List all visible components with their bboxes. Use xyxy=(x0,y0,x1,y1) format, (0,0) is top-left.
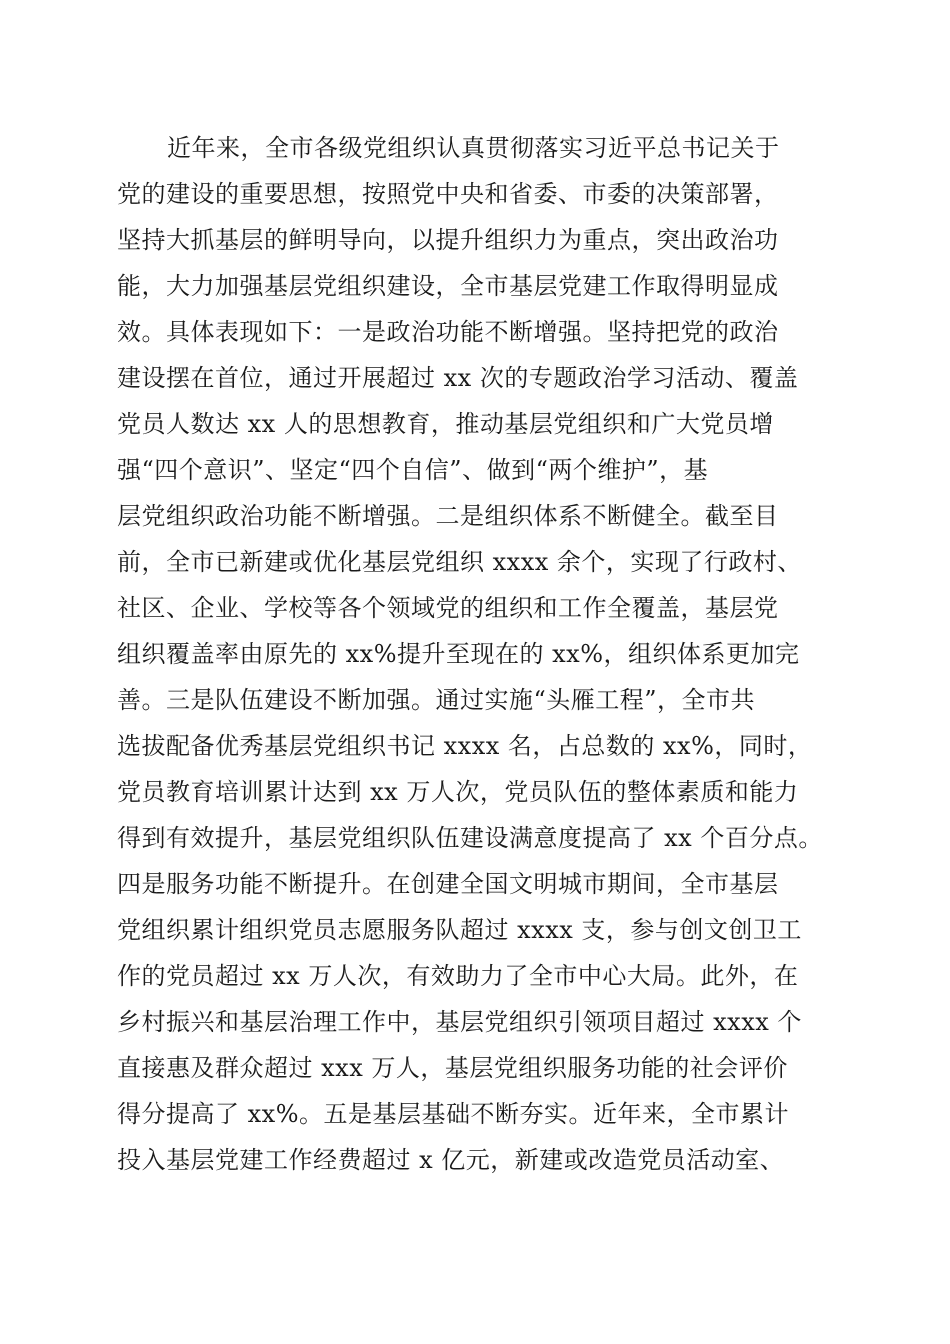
paragraph-line: 党员教育培训累计达到 xx 万人次，党员队伍的整体素质和能力 xyxy=(117,778,799,806)
paragraph-line: 作的党员超过 xx 万人次，有效助力了全市中心大局。此外，在 xyxy=(117,962,799,990)
paragraph-line: 得分提高了 xx%。五是基层基础不断夯实。近年来，全市累计 xyxy=(117,1100,790,1128)
paragraph-line: 效。具体表现如下：一是政治功能不断增强。坚持把党的政治 xyxy=(117,318,779,346)
paragraph-line: 层党组织政治功能不断增强。二是组织体系不断健全。截至目 xyxy=(117,502,779,530)
paragraph-line: 投入基层党建工作经费超过 x 亿元，新建或改造党员活动室、 xyxy=(117,1146,785,1174)
paragraph-line: 坚持大抓基层的鲜明导向，以提升组织力为重点，突出政治功 xyxy=(117,226,779,254)
paragraph-line: 强“四个意识”、坚定“四个自信”、做到“两个维护”，基 xyxy=(117,456,709,484)
paragraph-line: 直接惠及群众超过 xxx 万人，基层党组织服务功能的社会评价 xyxy=(117,1054,788,1082)
paragraph-line: 党员人数达 xx 人的思想教育，推动基层党组织和广大党员增 xyxy=(117,410,774,438)
paragraph-line: 党的建设的重要思想，按照党中央和省委、市委的决策部署， xyxy=(117,180,779,208)
paragraph-line: 得到有效提升，基层党组织队伍建设满意度提高了 xx 个百分点。 xyxy=(117,824,823,852)
paragraph-line: 善。三是队伍建设不断加强。通过实施“头雁工程”，全市共 xyxy=(117,686,756,714)
paragraph-line: 能，大力加强基层党组织建设，全市基层党建工作取得明显成 xyxy=(117,272,779,300)
paragraph-line: 四是服务功能不断提升。在创建全国文明城市期间，全市基层 xyxy=(117,870,779,898)
body-paragraph xyxy=(117,125,857,1183)
paragraph-line: 社区、企业、学校等各个领域党的组织和工作全覆盖，基层党 xyxy=(117,594,779,622)
paragraph-line: 党组织累计组织党员志愿服务队超过 xxxx 支，参与创文创卫工 xyxy=(117,916,802,944)
paragraph-line: 前，全市已新建或优化基层党组织 xxxx 余个，实现了行政村、 xyxy=(117,548,802,576)
paragraph-line: 近年来，全市各级党组织认真贯彻落实习近平总书记关于 xyxy=(167,134,780,162)
paragraph-line: 组织覆盖率由原先的 xx%提升至现在的 xx%，组织体系更加完 xyxy=(117,640,800,668)
paragraph-line: 选拔配备优秀基层党组织书记 xxxx 名，占总数的 xx%，同时， xyxy=(117,732,813,760)
paragraph-line: 乡村振兴和基层治理工作中，基层党组织引领项目超过 xxxx 个 xyxy=(117,1008,802,1036)
paragraph-line: 建设摆在首位，通过开展超过 xx 次的专题政治学习活动、覆盖 xyxy=(117,364,799,392)
